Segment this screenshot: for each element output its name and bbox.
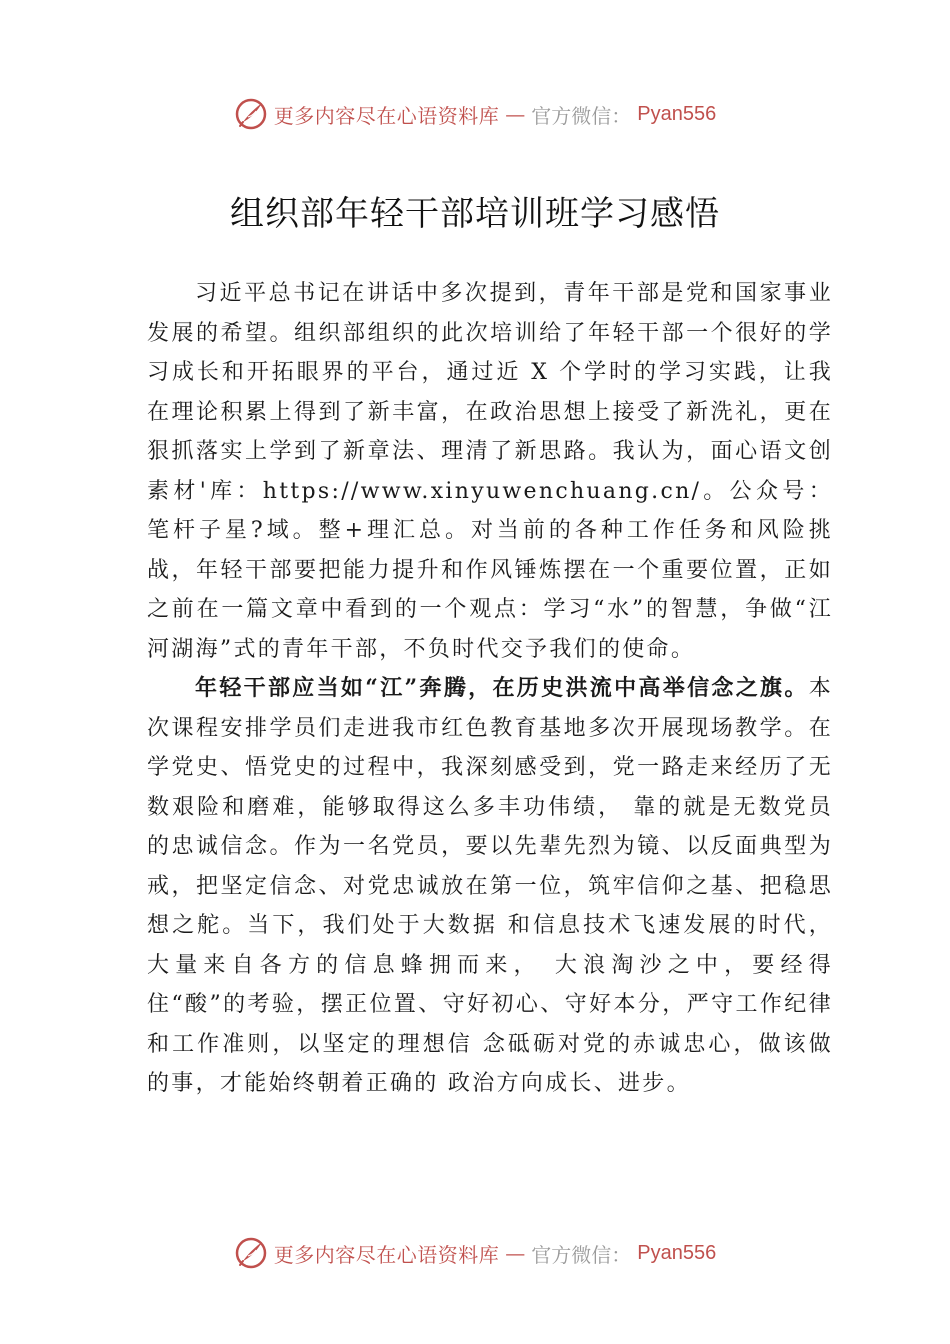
- banner-separator: —: [505, 1241, 526, 1265]
- paragraph-text: 习近平总书记在讲话中多次提到，青年干部是党和国家事业发展的希望。组织部组织的此次培训给了年轻干部一个很好的学习成长和开拓眼界的平台，通过近 X 个学时的学习实践，让我在理论积累上得到了新丰富，在政治思想上接受了新洗礼，更在狠抓落实上学到了新章法、理清了新思路。我认为，面心语文创素材'库：https://www.xinyuwenchuang.cn/。公众号：笔杆子星?域。整+理汇总。对当前的各种工作任务和风险挑战，年轻干部要把能力提升和作风锤炼摆在一个重要位置，正如之前在一篇文章中看到的一个观点：学习“水”的智慧，争做“江河湖海”式的青年干部，不负时代交予我们的使命。: [147, 281, 833, 662]
- banner-wechat-label: 官方微信：: [531, 1242, 632, 1267]
- banner-separator: —: [505, 102, 526, 126]
- banner-wechat-id: Pyan556: [637, 102, 717, 125]
- feather-pen-logo-icon: [234, 1236, 268, 1270]
- header-banner: [0, 94, 950, 134]
- footer-banner: [0, 1233, 950, 1273]
- banner-wechat-label: 官方微信：: [531, 103, 632, 128]
- document-body: [147, 274, 833, 1104]
- banner-wechat-id: Pyan556: [637, 1241, 717, 1264]
- paragraph-lead: 年轻干部应当如“江”奔腾，在历史洪流中高举信念之旗。: [195, 675, 809, 701]
- banner-text: 更多内容尽在心语资料库: [273, 103, 500, 128]
- paragraph: [147, 274, 833, 669]
- document-title: 组织部年轻干部培训班学习感悟: [230, 194, 720, 234]
- banner-text: 更多内容尽在心语资料库: [273, 1242, 500, 1267]
- paragraph: [147, 669, 833, 1104]
- paragraph-text: 本次课程安排学员们走进我市红色教育基地多次开展现场教学。在学党史、悟党史的过程中，我深刻感受到，党一路走来经历了无数艰险和磨难，能够取得这么多丰功伟绩， 靠的就是无数党员的忠诚信念。作为一名党员，要以先辈先烈为镜、以反面典型为戒，把坚定信念、对党忠诚放在第一位，筑牢信仰之基、把稳思想之舵。当下，我们处于大数据 和信息技术飞速发展的时代，大量来自各方的信息蜂拥而来， 大浪淘沙之中，要经得住“酸”的考验，摆正位置、守好初心、守好本分，严守工作纪律和工作准则，以坚定的理想信 念砥砺对党的赤诚忠心，做该做的事，才能始终朝着正确的 政治方向成长、进步。: [147, 676, 833, 1096]
- feather-pen-logo-icon: [234, 97, 268, 131]
